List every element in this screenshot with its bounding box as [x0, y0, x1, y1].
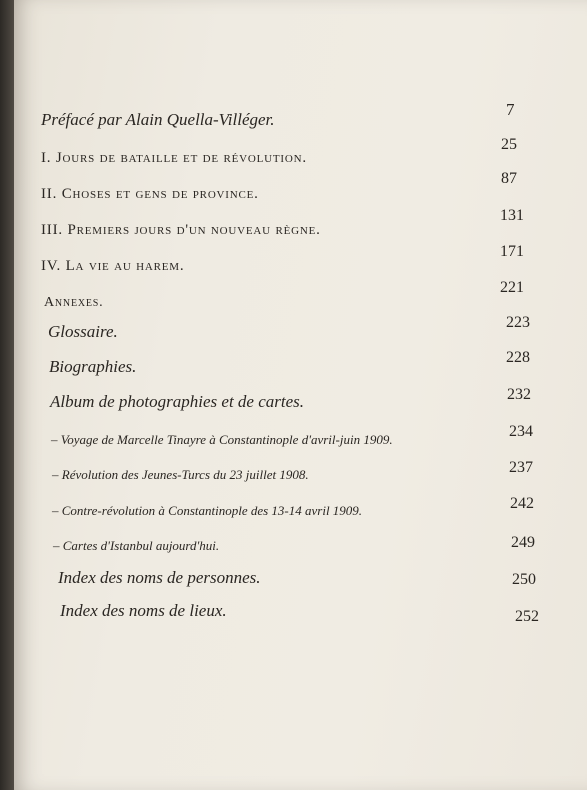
toc-entry-title: IV. La vie au harem.: [41, 258, 185, 274]
toc-entry-title: II. Choses et gens de province.: [41, 186, 259, 202]
toc-entry-glossaire: [48, 322, 118, 342]
toc-entry-album: [50, 392, 304, 412]
toc-entry-page: 242: [510, 495, 534, 512]
toc-entry-page: 250: [512, 571, 536, 588]
toc-entry-voyage: [51, 429, 393, 448]
toc-entry-title: Préfacé par Alain Quella-Villéger.: [41, 110, 275, 129]
toc-entry-annexes: [44, 291, 103, 311]
toc-entry-title: Biographies.: [49, 357, 137, 376]
toc-entry-page: 87: [501, 170, 517, 187]
toc-entry-index-lieux: [60, 601, 227, 621]
toc-entry-title: – Voyage de Marcelle Tinayre à Constantinople d'avril-juin 1909.: [51, 432, 393, 447]
toc-entry-title: Glossaire.: [48, 322, 118, 341]
toc-entry-title: Index des noms de lieux.: [60, 601, 227, 620]
toc-entry-revolution: [52, 464, 309, 483]
toc-entry-title: I. Jours de bataille et de révolution.: [41, 150, 307, 166]
toc-entry-chapter-1: [41, 147, 307, 167]
toc-entry-page: 221: [500, 279, 524, 296]
toc-entry-preface: [41, 110, 275, 130]
toc-entry-page: 234: [509, 423, 533, 440]
toc-entry-chapter-4: [41, 255, 184, 275]
toc-entry-chapter-3: [41, 219, 321, 239]
toc-entry-page: 131: [500, 207, 524, 224]
toc-entry-page: 25: [501, 136, 517, 153]
toc-entry-page: 232: [507, 386, 531, 403]
toc-entry-title: – Contre-révolution à Constantinople des 13-14 avril 1909.: [52, 503, 363, 518]
toc-entry-title: – Révolution des Jeunes-Turcs du 23 juillet 1908.: [52, 467, 309, 482]
toc-entry-title: Index des noms de personnes.: [58, 568, 261, 587]
toc-entry-title: Album de photographies et de cartes.: [50, 392, 305, 411]
toc-entry-page: 237: [509, 459, 533, 476]
toc-entry-index-personnes: [58, 568, 261, 588]
toc-entry-contre-revolution: [52, 500, 362, 519]
toc-entry-title: – Cartes d'Istanbul aujourd'hui.: [53, 538, 220, 553]
toc-entry-page: 171: [500, 243, 524, 260]
toc-entry-biographies: [49, 357, 136, 377]
toc-entry-page: 7: [506, 100, 515, 119]
toc-entry-page: 228: [506, 349, 530, 366]
toc-entry-chapter-2: [41, 183, 259, 203]
toc-entry-page: 252: [515, 608, 539, 625]
toc-entry-title: Annexes.: [44, 295, 104, 310]
toc-entry-cartes: [53, 535, 219, 554]
toc-entry-title: III. Premiers jours d'un nouveau règne.: [41, 222, 321, 238]
book-page: [14, 0, 587, 790]
toc-entry-page: 249: [511, 534, 535, 551]
toc-entry-page: 223: [506, 314, 530, 331]
